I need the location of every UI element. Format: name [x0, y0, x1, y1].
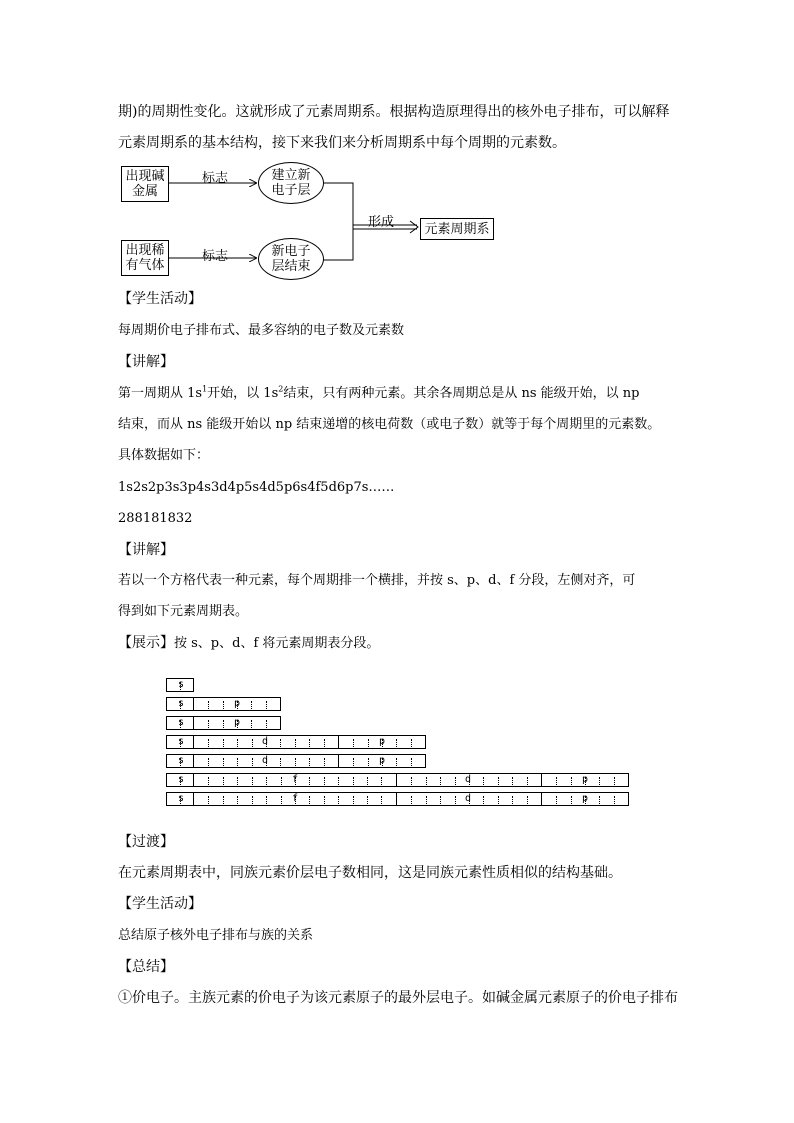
p-block: p — [193, 697, 281, 711]
paragraph-line: 总结原子核外电子排布与族的关系 — [118, 928, 314, 943]
section-tag: 【学生活动】 — [118, 896, 202, 912]
p-block: p — [338, 735, 426, 749]
s-block: s — [166, 716, 194, 730]
paragraph-line: 结束，而从 ns 能级开始以 np 结束递增的核电荷数（或电子数）就等于每个周期里的元素数。 — [118, 417, 661, 432]
period-row — [166, 697, 280, 711]
forms-label: 形成 — [368, 215, 395, 230]
s-block: s — [166, 697, 194, 711]
period-row — [166, 716, 280, 730]
p-block: p — [193, 716, 281, 730]
f-block: f — [193, 773, 397, 787]
p-block: p — [541, 792, 629, 806]
box-noble-gas: 出现稀有气体 — [121, 240, 169, 276]
paragraph-line: 元素周期系的基本结构，接下来我们来分析周期系中每个周期的元素数。 — [118, 135, 566, 151]
d-block: d — [396, 773, 542, 787]
section-tag: 【总结】 — [118, 959, 174, 975]
s-block: s — [166, 735, 194, 749]
diagram-connectors — [0, 0, 794, 320]
ellipse-shell-end: 新电子层结束 — [258, 238, 324, 280]
paragraph-line: 若以一个方格代表一种元素，每个周期排一个横排，并按 s、p、d、f 分段，左侧对齐，可 — [118, 573, 636, 588]
period-row — [166, 773, 628, 787]
f-block: f — [193, 792, 397, 806]
d-block: d — [193, 754, 339, 768]
s-block: s — [166, 678, 194, 692]
s-block: s — [166, 754, 194, 768]
paragraph-line: 得到如下元素周期表。 — [118, 604, 249, 619]
p-block: p — [338, 754, 426, 768]
section-tag: 【学生活动】 — [118, 291, 202, 307]
section-tag: 【讲解】 — [118, 354, 174, 370]
paragraph-line: 具体数据如下： — [118, 448, 210, 463]
s-block: s — [166, 792, 194, 806]
period-row — [166, 735, 425, 749]
period-row — [166, 678, 193, 692]
s-block: s — [166, 773, 194, 787]
d-block: d — [396, 792, 542, 806]
orbital-sequence: 1s2s2p3s3p4s3d4p5s4d5p6s4f5d6p7s…… — [118, 480, 395, 495]
box-periodic-system: 元素周期系 — [420, 218, 494, 240]
period-row — [166, 754, 425, 768]
p-block: p — [541, 773, 629, 787]
element-counts: 288181832 — [118, 511, 193, 526]
flag-label: 标志 — [202, 249, 229, 264]
flag-label: 标志 — [202, 171, 229, 186]
box-alkali-metal: 出现碱金属 — [121, 166, 169, 202]
paragraph-line: 第一周期从 $1s^1$开始，以 $1s^2$结束，只有两种元素。其余各周期总是从 ns 能级开始，以 np — [118, 384, 640, 401]
show-line: 【展示】按 s、p、d、f 将元素周期表分段。 — [118, 635, 380, 651]
paragraph-line: ①价电子。主族元素的价电子为该元素原子的最外层电子。如碱金属元素原子的价电子排布 — [118, 990, 678, 1006]
section-tag: 【过渡】 — [118, 834, 174, 850]
section-tag: 【讲解】 — [118, 542, 174, 558]
ellipse-new-shell: 建立新电子层 — [258, 162, 324, 204]
d-block: d — [193, 735, 339, 749]
period-row — [166, 792, 628, 806]
paragraph-line: 期)的周期性变化。这就形成了元素周期系。根据构造原理得出的核外电子排布，可以解释 — [118, 104, 670, 120]
paragraph-line: 每周期价电子排布式、最多容纳的电子数及元素数 — [118, 323, 405, 338]
paragraph-line: 在元素周期表中，同族元素价层电子数相同，这是同族元素性质相似的结构基础。 — [118, 865, 622, 881]
